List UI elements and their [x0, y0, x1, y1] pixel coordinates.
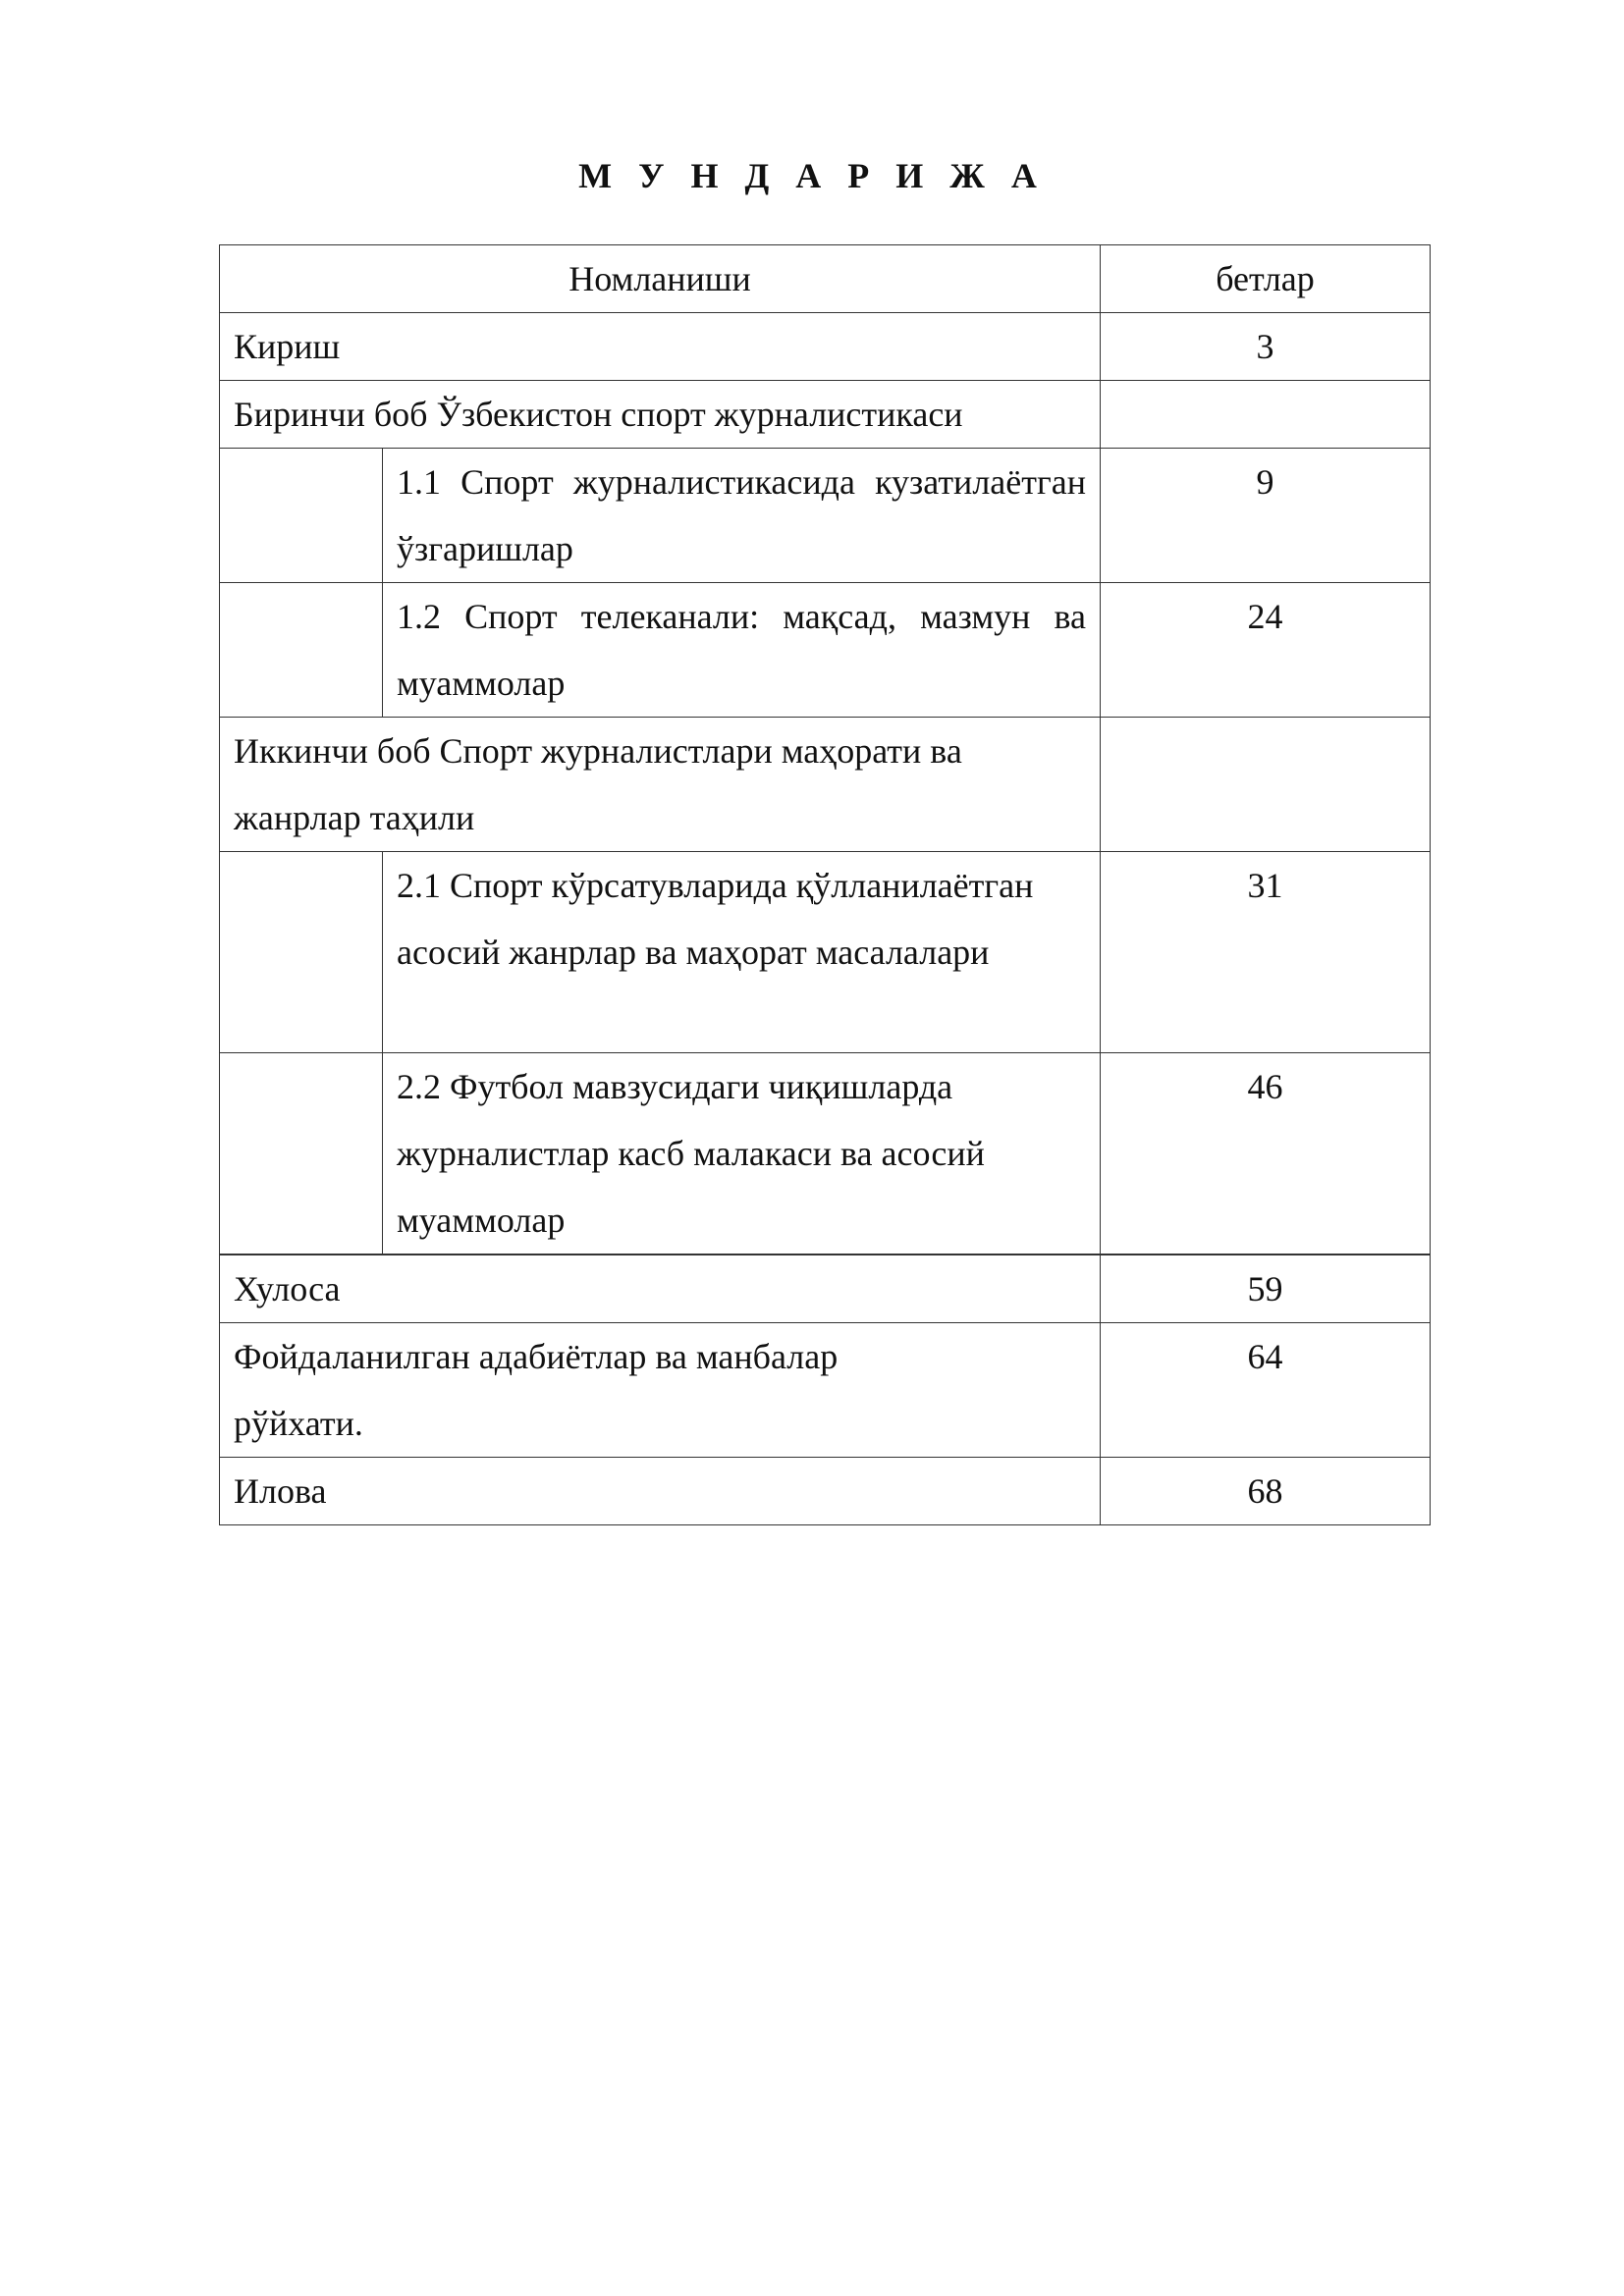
chapter-title: Иккинчи боб Спорт журналистлари маҳорати ва жанрлар таҳили [220, 718, 1101, 852]
entry-page: 59 [1101, 1255, 1431, 1323]
table-row [220, 313, 1431, 381]
table-header-row [220, 245, 1431, 313]
indent-cell [220, 1053, 383, 1255]
table-row [220, 718, 1431, 852]
column-header-title: Номланиши [220, 245, 1101, 313]
entry-title: Илова [220, 1458, 1101, 1525]
entry-page: 68 [1101, 1458, 1431, 1525]
table-row [220, 1053, 1431, 1255]
entry-page: 46 [1101, 1053, 1431, 1255]
section-title: 1.1 Спорт журналистикасида кузатилаётган ўзгаришлар [383, 449, 1101, 583]
table-row [220, 1255, 1431, 1323]
entry-page: 31 [1101, 852, 1431, 1053]
page-title: М У Н Д А Р И Ж А [578, 156, 1046, 195]
section-title: 2.1 Спорт кўрсатувларида қўлланилаётган асосий жанрлар ва маҳорат масалалари [383, 852, 1101, 1053]
section-title: 1.2 Спорт телеканали: мақсад, мазмун ва муаммолар [383, 583, 1101, 718]
table-row [220, 1458, 1431, 1525]
indent-cell [220, 449, 383, 583]
chapter-title: Биринчи боб Ўзбекистон спорт журналистикаси [220, 381, 1101, 449]
entry-page: 9 [1101, 449, 1431, 583]
entry-page: 24 [1101, 583, 1431, 718]
table-row [220, 852, 1431, 1053]
entry-page [1101, 381, 1431, 449]
entry-title: Кириш [220, 313, 1101, 381]
entry-page: 3 [1101, 313, 1431, 381]
entry-title: Хулоса [220, 1255, 1101, 1323]
table-row [220, 1323, 1431, 1458]
entry-page [1101, 718, 1431, 852]
table-row [220, 381, 1431, 449]
indent-cell [220, 583, 383, 718]
entry-title: Фойдаланилган адабиётлар ва манбалар рўйхати. [220, 1323, 1101, 1458]
table-of-contents [219, 244, 1431, 1525]
table-row [220, 449, 1431, 583]
entry-page: 64 [1101, 1323, 1431, 1458]
column-header-pages: бетлар [1101, 245, 1431, 313]
indent-cell [220, 852, 383, 1053]
table-row [220, 583, 1431, 718]
section-title: 2.2 Футбол мавзусидаги чиқишларда журналистлар касб малакаси ва асосий муаммолар [383, 1053, 1101, 1255]
